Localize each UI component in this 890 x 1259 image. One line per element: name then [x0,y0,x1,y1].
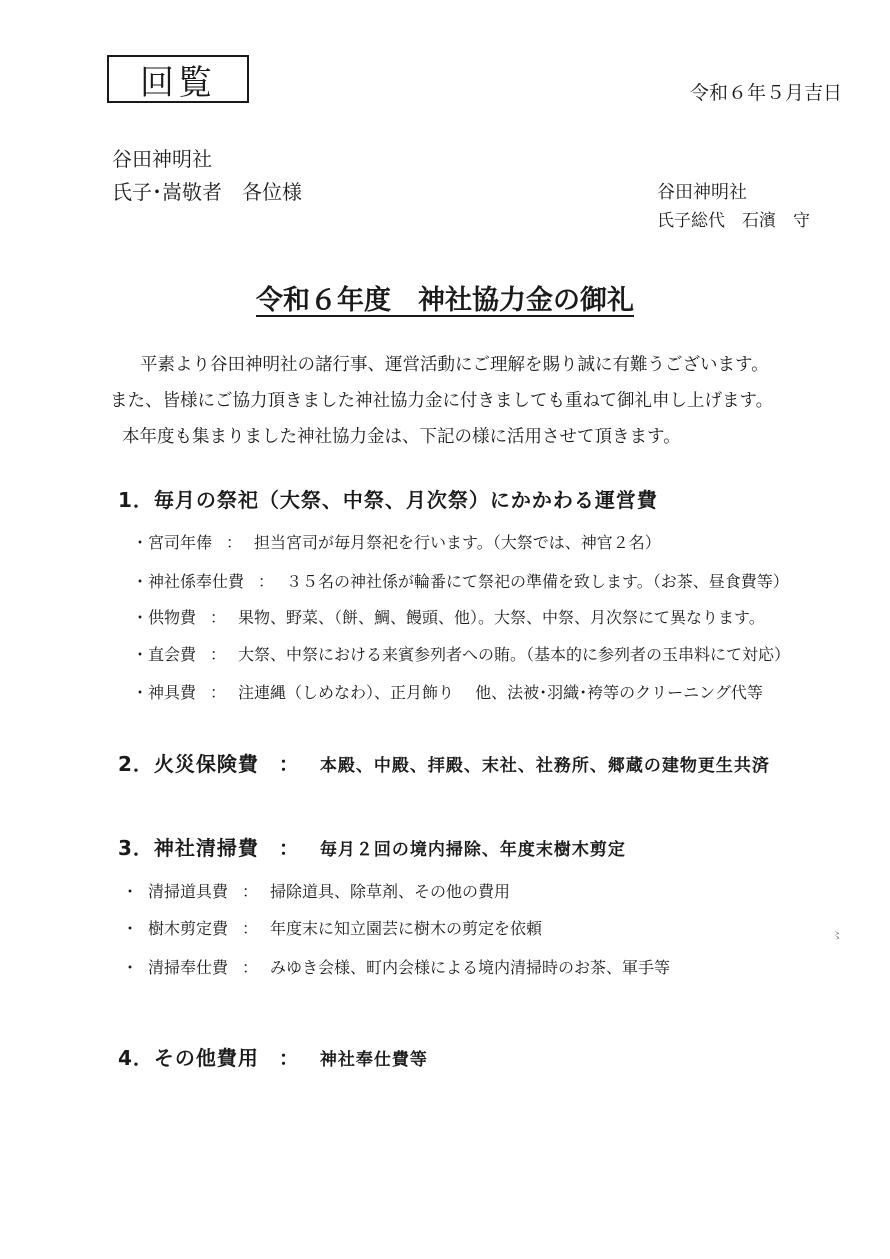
intro-line-1: 平素より谷田神明社の諸行事、運営活動にご理解を賜り誠に有難うございます。 [140,355,769,375]
item-separator: ： [258,572,275,591]
intro-line-3: 本年度も集まりました神社協力金は、下記の様に活用させて頂きます。 [122,427,681,447]
item-separator: ： [242,882,259,901]
bullet: ・ [122,919,139,938]
section-2-separator: ： [278,752,300,776]
section-2-detail: 本殿、中殿、拝殿、末社、社務所、郷蔵の建物更生共済 [319,756,770,776]
section-2-title: 2．火災保険費 [118,752,259,776]
item-separator: ： [242,919,259,938]
bullet: ・ [122,958,139,977]
item-separator: ： [210,608,227,627]
section-1-item-3 [132,605,765,628]
bullet: ・ [132,683,149,702]
item-label: 供物費 [148,608,197,627]
item-label: 宮司年俸 [148,533,213,552]
section-3-separator: ： [278,836,300,860]
bullet: ・ [132,608,149,627]
circulation-stamp-label: 回覧 [140,62,216,103]
section-3-item-2 [122,916,542,939]
page-title [0,278,890,317]
item-text: 担当宮司が毎月祭祀を行います。（大祭では、神官２名） [254,533,661,552]
item-text: 果物、野菜、（餅、鯛、饅頭、他）。大祭、中祭、月次祭にて異なります。 [238,608,765,627]
item-separator: ： [210,683,227,702]
page-title-text: 令和６年度 神社協力金の御礼 [256,285,634,316]
section-1-heading: 1．毎月の祭祀（大祭、中祭、月次祭）にかかわる運営費 [118,488,658,512]
scan-mark: 〻 [832,931,842,942]
item-separator: ： [242,958,259,977]
item-label: 樹木剪定費 [148,919,229,938]
section-4-separator: ： [278,1046,300,1070]
intro-line-2: また、皆様にご協力頂きました神社協力金に付きましても重ねて御礼申し上げます。 [110,391,774,411]
section-3-title: 3．神社清掃費 [118,836,259,860]
bullet: ・ [132,645,149,664]
item-text: 大祭、中祭における来賓参列者への賄。（基本的に参列者の玉串料にて対応） [238,645,791,664]
circulation-stamp [107,55,249,103]
bullet: ・ [132,572,149,591]
sender-org: 谷田神明社 [657,182,747,203]
item-separator: ： [226,533,243,552]
recipient-audience: 氏子･嵩敬者 各位様 [112,180,302,204]
section-3-item-3 [122,955,670,978]
item-label: 清掃道具費 [148,882,229,901]
section-4-detail: 神社奉仕費等 [319,1050,428,1070]
bullet: ・ [132,533,149,552]
recipient-org: 谷田神明社 [112,147,212,171]
item-text: 注連縄（しめなわ）、正月飾り 他、法被･羽織･袴等のクリーニング代等 [238,683,763,702]
item-label: 直会費 [148,645,197,664]
section-1-item-2 [132,569,789,592]
section-4-title: 4．その他費用 [118,1046,259,1070]
section-2-heading [118,748,770,777]
issue-date: 令和６年５月吉日 [689,82,842,104]
item-text: みゆき会様、町内会様による境内清掃時のお茶、軍手等 [270,958,671,977]
item-label: 神社係奉仕費 [148,572,245,591]
section-1-item-4 [132,642,790,665]
item-label: 神具費 [148,683,197,702]
item-text: ３５名の神社係が輪番にて祭祀の準備を致します。（お茶、昼食費等） [286,572,789,591]
section-3-item-1 [122,879,510,902]
item-label: 清掃奉仕費 [148,958,229,977]
section-1-item-1 [132,530,661,553]
item-text: 掃除道具、除草剤、その他の費用 [270,882,511,901]
section-3-heading [118,832,626,861]
section-3-detail: 毎月２回の境内掃除、年度末樹木剪定 [319,840,626,860]
section-4-heading [118,1042,428,1071]
item-separator: ： [210,645,227,664]
sender-name: 氏子総代 石濱 守 [657,211,810,231]
bullet: ・ [122,882,139,901]
section-1-item-5 [132,680,763,703]
item-text: 年度末に知立園芸に樹木の剪定を依頼 [270,919,543,938]
